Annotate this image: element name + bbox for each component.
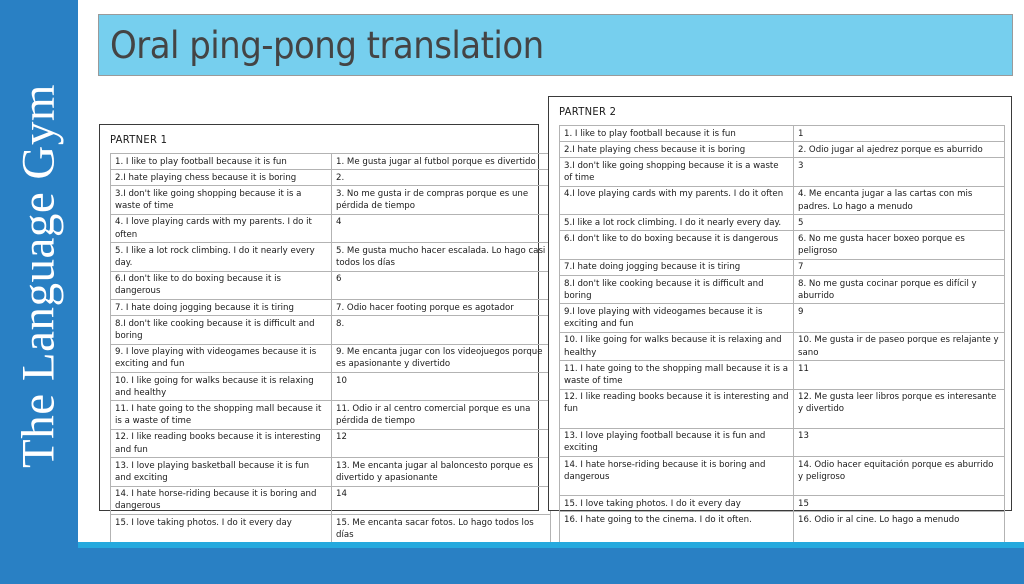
brand-sidebar-label: The Language Gym [12,83,65,468]
translation-cell[interactable]: 14 [332,486,551,514]
source-sentence-cell: 11. I hate going to the shopping mall because it is a waste of time [560,361,794,389]
source-sentence-cell: 2.I hate playing chess because it is boring [111,170,332,186]
source-sentence-cell: 5.I like a lot rock climbing. I do it nearly every day. [560,215,794,231]
source-sentence-cell: 8.I don't like cooking because it is difficult and boring [560,276,794,304]
table-row [560,276,1005,304]
source-sentence-cell: 13. I love playing basketball because it is fun and exciting [111,458,332,486]
source-sentence-cell: 7.I hate doing jogging because it is tiring [560,259,794,275]
source-sentence-cell: 6.I don't like to do boxing because it is dangerous [560,231,794,259]
translation-cell[interactable]: 16. Odio ir al cine. Lo hago a menudo [794,512,1005,551]
table-row [560,231,1005,259]
table-row [560,215,1005,231]
table-row [560,158,1005,186]
table-row [560,304,1005,332]
table-row [111,316,551,344]
source-sentence-cell: 14. I hate horse-riding because it is boring and dangerous [560,457,794,496]
table-row [111,344,551,372]
source-sentence-cell: 8.I don't like cooking because it is difficult and boring [111,316,332,344]
source-sentence-cell: 7. I hate doing jogging because it is tiring [111,300,332,316]
translation-cell[interactable]: 12. Me gusta leer libros porque es interesante y divertido [794,389,1005,428]
partner-1-table-body [111,154,551,584]
table-row [111,373,551,401]
table-row [560,126,1005,142]
translation-cell[interactable]: 8. [332,316,551,344]
table-row [111,429,551,457]
source-sentence-cell: 4.I love playing cards with my parents. I do it often [560,186,794,214]
source-sentence-cell: 15. I love taking photos. I do it every day [560,496,794,512]
source-sentence-cell: 10. I like going for walks because it is relaxing and healthy [560,332,794,360]
source-sentence-cell: 13. I love playing football because it is fun and exciting [560,428,794,456]
source-sentence-cell: 9. I love playing with videogames because it is exciting and fun [111,344,332,372]
table-row [560,496,1005,512]
partner-2-panel [548,96,1012,525]
table-row [111,486,551,514]
translation-cell[interactable]: 12 [332,429,551,457]
translation-cell[interactable]: 10 [332,373,551,401]
partner-2-label: PARTNER 2 [559,106,617,118]
translation-cell[interactable]: 6. No me gusta hacer boxeo porque es peligroso [794,231,1005,259]
source-sentence-cell: 1. I like to play football because it is fun [111,154,332,170]
table-row [111,271,551,299]
partner-2-table-body [560,126,1005,551]
translation-cell[interactable]: 14. Odio hacer equitación porque es aburrido y peligroso [794,457,1005,496]
brand-sidebar [0,0,78,551]
partner-1-label: PARTNER 1 [110,134,168,146]
translation-cell[interactable]: 11 [794,361,1005,389]
table-row [560,361,1005,389]
translation-cell[interactable]: 3 [794,158,1005,186]
source-sentence-cell: 15. I love taking photos. I do it every day [111,515,332,554]
table-row [111,243,551,271]
table-row [111,154,551,170]
translation-cell[interactable]: 4. Me encanta jugar a las cartas con mis padres. Lo hago a menudo [794,186,1005,214]
source-sentence-cell: 12. I like reading books because it is interesting and fun [560,389,794,428]
partner-2-table [559,125,1005,551]
source-sentence-cell: 10. I like going for walks because it is relaxing and healthy [111,373,332,401]
table-row [560,332,1005,360]
translation-cell[interactable]: 2. Odio jugar al ajedrez porque es aburrido [794,142,1005,158]
translation-cell[interactable]: 8. No me gusta cocinar porque es difícil y aburrido [794,276,1005,304]
source-sentence-cell: 4. I love playing cards with my parents. I do it often [111,214,332,242]
source-sentence-cell: 3.I don't like going shopping because it is a waste of time [560,158,794,186]
table-row [111,458,551,486]
source-sentence-cell: 5. I like a lot rock climbing. I do it nearly every day. [111,243,332,271]
source-sentence-cell: 11. I hate going to the shopping mall because it is a waste of time [111,401,332,429]
source-sentence-cell: 16. I hate going to the cinema. I do it often. [560,512,794,551]
table-row [560,389,1005,428]
translation-cell[interactable]: 1 [794,126,1005,142]
table-row [560,428,1005,456]
partner-1-panel [99,124,546,540]
table-row [560,186,1005,214]
translation-cell[interactable]: 11. Odio ir al centro comercial porque es una pérdida de tiempo [332,401,551,429]
table-row [111,186,551,214]
table-row [111,214,551,242]
translation-cell[interactable]: 9. Me encanta jugar con los videojuegos porque es apasionante y divertido [332,344,551,372]
table-row [560,457,1005,496]
translation-cell[interactable]: 1. Me gusta jugar al futbol porque es divertido [332,154,551,170]
source-sentence-cell: 1. I like to play football because it is fun [560,126,794,142]
translation-cell[interactable]: 15. Me encanta sacar fotos. Lo hago todos los días [332,515,551,554]
table-row [111,401,551,429]
translation-cell[interactable]: 7 [794,259,1005,275]
source-sentence-cell: 6.I don't like to do boxing because it is dangerous [111,271,332,299]
source-sentence-cell: 14. I hate horse-riding because it is boring and dangerous [111,486,332,514]
title-banner [98,14,1013,76]
table-row [560,259,1005,275]
translation-cell[interactable]: 15 [794,496,1005,512]
translation-cell[interactable]: 7. Odio hacer footing porque es agotador [332,300,551,316]
partner-1-table [110,153,551,584]
translation-cell[interactable]: 3. No me gusta ir de compras porque es une pérdida de tiempo [332,186,551,214]
source-sentence-cell: 9.I love playing with videogames because it is exciting and fun [560,304,794,332]
translation-cell[interactable]: 2. [332,170,551,186]
source-sentence-cell: 3.I don't like going shopping because it is a waste of time [111,186,332,214]
translation-cell[interactable]: 13. Me encanta jugar al baloncesto porque es divertido y apasionante [332,458,551,486]
translation-cell[interactable]: 4 [332,214,551,242]
translation-cell[interactable]: 13 [794,428,1005,456]
translation-cell[interactable]: 5. Me gusta mucho hacer escalada. Lo hago casi todos los días [332,243,551,271]
table-row [560,142,1005,158]
page-title: Oral ping-pong translation [110,23,544,67]
source-sentence-cell: 12. I like reading books because it is interesting and fun [111,429,332,457]
translation-cell[interactable]: 9 [794,304,1005,332]
translation-cell[interactable]: 10. Me gusta ir de paseo porque es relajante y sano [794,332,1005,360]
translation-cell[interactable]: 6 [332,271,551,299]
translation-cell[interactable]: 5 [794,215,1005,231]
bottom-band [0,548,1024,584]
table-row [111,300,551,316]
table-row [111,170,551,186]
source-sentence-cell: 2.I hate playing chess because it is boring [560,142,794,158]
